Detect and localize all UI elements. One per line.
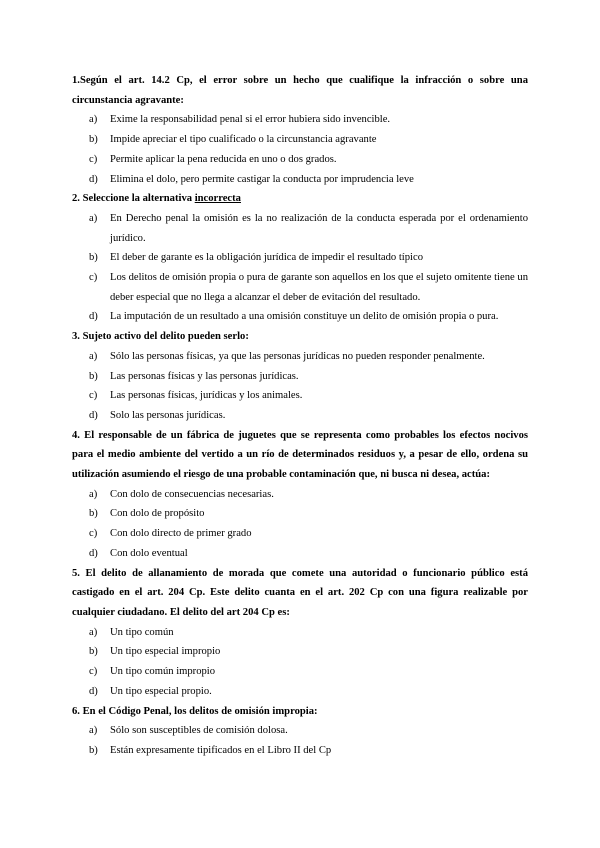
option-text: Un tipo especial propio. bbox=[110, 685, 212, 697]
option-text: Están expresamente tipificados en el Libro II del Cp bbox=[110, 744, 332, 756]
option-letter: b) bbox=[89, 646, 98, 658]
option-text: El deber de garante es la obligación jurídica de impedir el resultado típico bbox=[110, 252, 423, 264]
question-3: 3. Sujeto activo del delito pueden serlo: bbox=[72, 331, 249, 343]
option-text: Exime la responsabilidad penal si el error hubiera sido invencible. bbox=[110, 114, 391, 126]
option-text: Un tipo especial impropio bbox=[110, 646, 221, 658]
question-5-option-d bbox=[72, 682, 528, 702]
option-letter: a) bbox=[89, 114, 98, 126]
question-5-option-c bbox=[72, 662, 528, 682]
option-letter: c) bbox=[89, 390, 98, 402]
option-text: Sólo son susceptibles de comisión dolosa. bbox=[110, 725, 288, 737]
question-2-text: 2. Seleccione la alternativa bbox=[72, 193, 195, 205]
option-letter: d) bbox=[89, 685, 98, 697]
option-letter: a) bbox=[89, 626, 98, 638]
option-letter: a) bbox=[89, 350, 98, 362]
option-letter: b) bbox=[89, 508, 98, 520]
question-6: 6. En el Código Penal, los delitos de omisión impropia: bbox=[72, 705, 318, 717]
question-3-option-c bbox=[72, 386, 528, 406]
option-text: Permite aplicar la pena reducida en uno o dos grados. bbox=[110, 153, 337, 165]
question-6-option-a bbox=[72, 721, 528, 741]
option-letter: b) bbox=[89, 744, 98, 756]
question-4-option-a bbox=[72, 485, 528, 505]
question-2-option-d bbox=[72, 307, 528, 327]
option-text: Con dolo de propósito bbox=[110, 508, 205, 520]
option-text: Los delitos de omisión propia o pura de garante son aquellos en los que el sujeto omitente tiene un deber especial que no llega a alcanzar el deber de evitación del resultado. bbox=[110, 272, 528, 303]
question-1-option-b bbox=[72, 130, 528, 150]
option-letter: b) bbox=[89, 252, 98, 264]
question-3-option-d bbox=[72, 406, 528, 426]
question-4-option-c bbox=[72, 524, 528, 544]
option-text: Con dolo de consecuencias necesarias. bbox=[110, 488, 274, 500]
option-letter: c) bbox=[89, 272, 98, 284]
question-4: 4. El responsable de un fábrica de juguetes que se representa como probables los efectos nocivos para el medio ambiente del vertido a un río de determinados residuos y, a pesar de ello, ordena su utilización asumiendo el riesgo de una probable contaminación que, ni busca ni desea, actúa: bbox=[72, 429, 528, 481]
question-5-option-a bbox=[72, 623, 528, 643]
question-4-option-d bbox=[72, 544, 528, 564]
question-2 bbox=[72, 189, 528, 209]
option-text: Solo las personas jurídicas. bbox=[110, 409, 226, 421]
question-5: 5. El delito de allanamiento de morada que comete una autoridad o funcionario público está castigado en el art. 204 Cp. Este delito cuanta en el art. 202 Cp con una figura realizable por cualquier ciudadano. El delito del art 204 Cp es: bbox=[72, 567, 528, 618]
question-2-option-c bbox=[72, 268, 528, 307]
option-text: Con dolo directo de primer grado bbox=[110, 528, 252, 540]
option-letter: c) bbox=[89, 666, 98, 678]
option-text: La imputación de un resultado a una omisión constituye un delito de omisión propia o pura. bbox=[110, 311, 499, 323]
option-letter: b) bbox=[89, 370, 98, 382]
question-2-underlined-word: incorrecta bbox=[194, 193, 241, 205]
option-text: En Derecho penal la omisión es la no realización de la conducta esperada por el ordenamiento jurídico. bbox=[110, 212, 528, 244]
question-1-option-a bbox=[72, 110, 528, 130]
option-letter: d) bbox=[89, 311, 98, 323]
option-letter: c) bbox=[89, 153, 98, 165]
question-2-option-b bbox=[72, 248, 528, 268]
option-text: Impide apreciar el tipo cualificado o la circunstancia agravante bbox=[110, 134, 377, 146]
question-5-option-b bbox=[72, 642, 528, 662]
option-letter: a) bbox=[89, 725, 98, 737]
option-letter: a) bbox=[89, 212, 98, 224]
option-text: Las personas físicas, jurídicas y los animales. bbox=[110, 390, 303, 402]
option-text: Sólo las personas físicas, ya que las personas jurídicas no pueden responder penalmente. bbox=[110, 350, 485, 362]
option-text: Con dolo eventual bbox=[110, 547, 188, 559]
question-1-option-d bbox=[72, 170, 528, 190]
option-letter: c) bbox=[89, 528, 98, 540]
option-text: Un tipo común impropio bbox=[110, 666, 216, 678]
question-6-option-b bbox=[72, 741, 528, 761]
question-2-option-a bbox=[72, 209, 528, 248]
question-4-option-b bbox=[72, 504, 528, 524]
option-letter: d) bbox=[89, 547, 98, 559]
question-1-option-c bbox=[72, 150, 528, 170]
option-text: Las personas físicas y las personas jurídicas. bbox=[110, 370, 299, 382]
exam-content bbox=[72, 71, 528, 761]
option-text: Elimina el dolo, pero permite castigar la conducta por imprudencia leve bbox=[110, 173, 414, 185]
question-3-option-a bbox=[72, 347, 528, 367]
option-letter: b) bbox=[89, 134, 98, 146]
option-letter: d) bbox=[89, 409, 98, 421]
question-3-option-b bbox=[72, 367, 528, 387]
option-letter: a) bbox=[89, 488, 98, 500]
option-letter: d) bbox=[89, 173, 98, 185]
option-text: Un tipo común bbox=[110, 626, 174, 638]
question-1: 1.Según el art. 14.2 Cp, el error sobre un hecho que cualifique la infracción o sobre una circunstancia agravante: bbox=[72, 75, 528, 106]
